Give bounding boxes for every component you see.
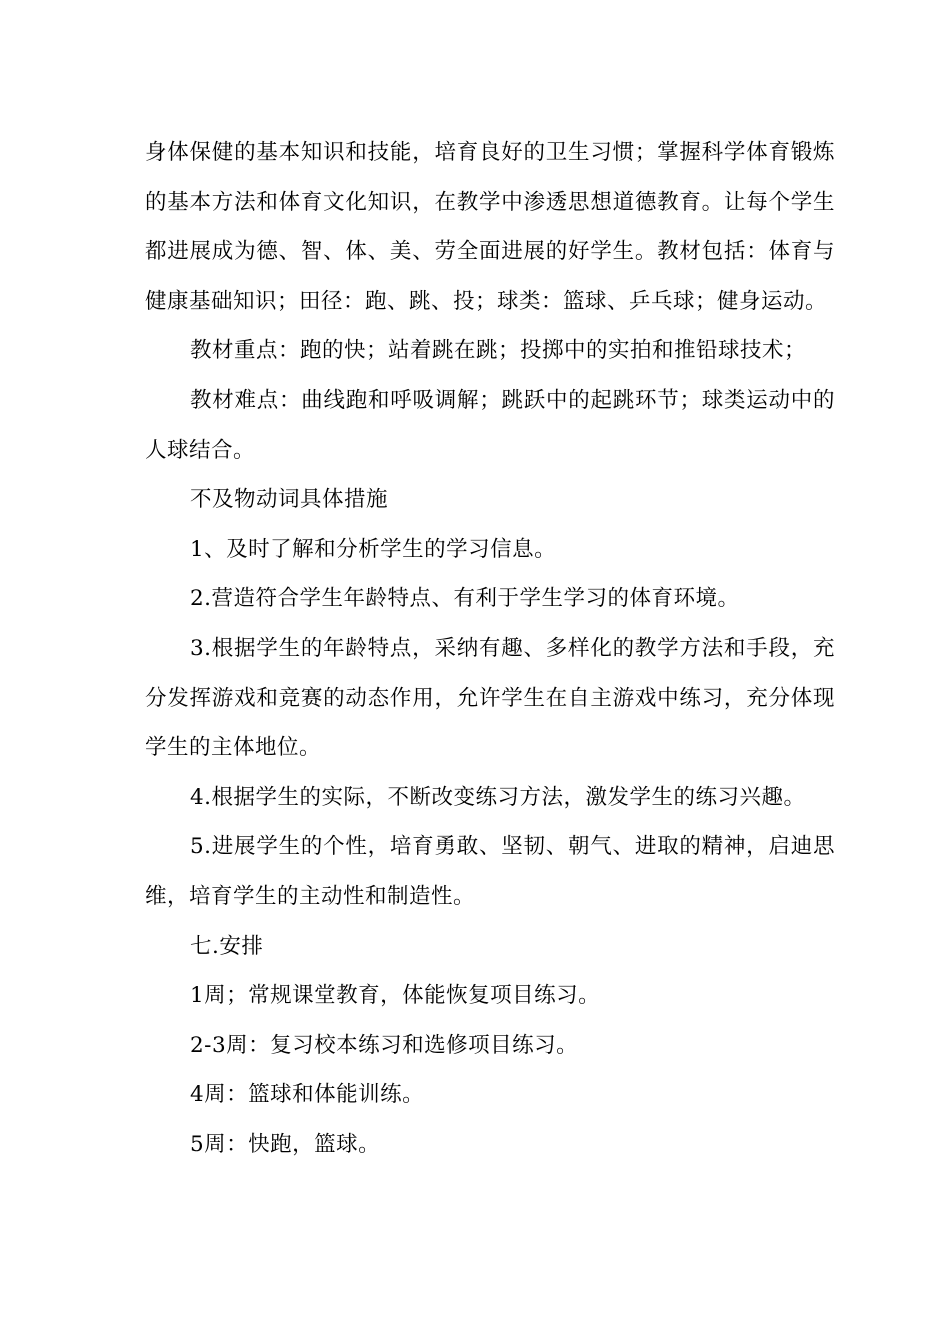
schedule-item-week-2-3: 2-3周：复习校本练习和选修项目练习。: [190, 1032, 579, 1058]
section-heading-measures: 不及物动词具体措施: [190, 487, 389, 513]
measure-item-2: 2.营造符合学生年龄特点、有利于学生学习的体育环境。: [190, 586, 740, 612]
paragraph-key-points: 教材重点：跑的快；站着跳在跳；投掷中的实拍和推铅球技术；: [190, 338, 807, 364]
measure-item-3: 3.根据学生的年龄特点，采纳有趣、多样化的教学方法和手段，充分发挥游戏和竞赛的动态作用，允许学生在自主游戏中练习，充分体现学生的主体地位。: [145, 635, 835, 761]
measure-item-4: 4.根据学生的实际，不断改变练习方法，激发学生的练习兴趣。: [190, 784, 806, 810]
paragraph-intro: 身体保健的基本知识和技能，培育良好的卫生习惯；掌握科学体育锻炼的基本方法和体育文化知识，在教学中渗透思想道德教育。让每个学生都进展成为德、智、体、美、劳全面进展的好学生。教材包括：体育与健康基础知识；田径：跑、跳、投；球类：篮球、乒乓球；健身运动。: [145, 140, 835, 314]
document-page: [145, 128, 835, 1169]
measure-item-1: 1、及时了解和分析学生的学习信息。: [190, 536, 557, 562]
schedule-item-week-5: 5周：快跑，篮球。: [190, 1131, 381, 1157]
schedule-item-week-4: 4周：篮球和体能训练。: [190, 1082, 425, 1108]
schedule-item-week-1: 1周；常规课堂教育，体能恢复项目练习。: [190, 983, 601, 1009]
section-heading-schedule: 七.安排: [190, 933, 264, 959]
paragraph-difficult-points: 教材难点：曲线跑和呼吸调解；跳跃中的起跳环节；球类运动中的人球结合。: [145, 387, 835, 463]
measure-item-5: 5.进展学生的个性，培育勇敢、坚韧、朝气、进取的精神，启迪思维，培育学生的主动性和制造性。: [145, 834, 835, 909]
